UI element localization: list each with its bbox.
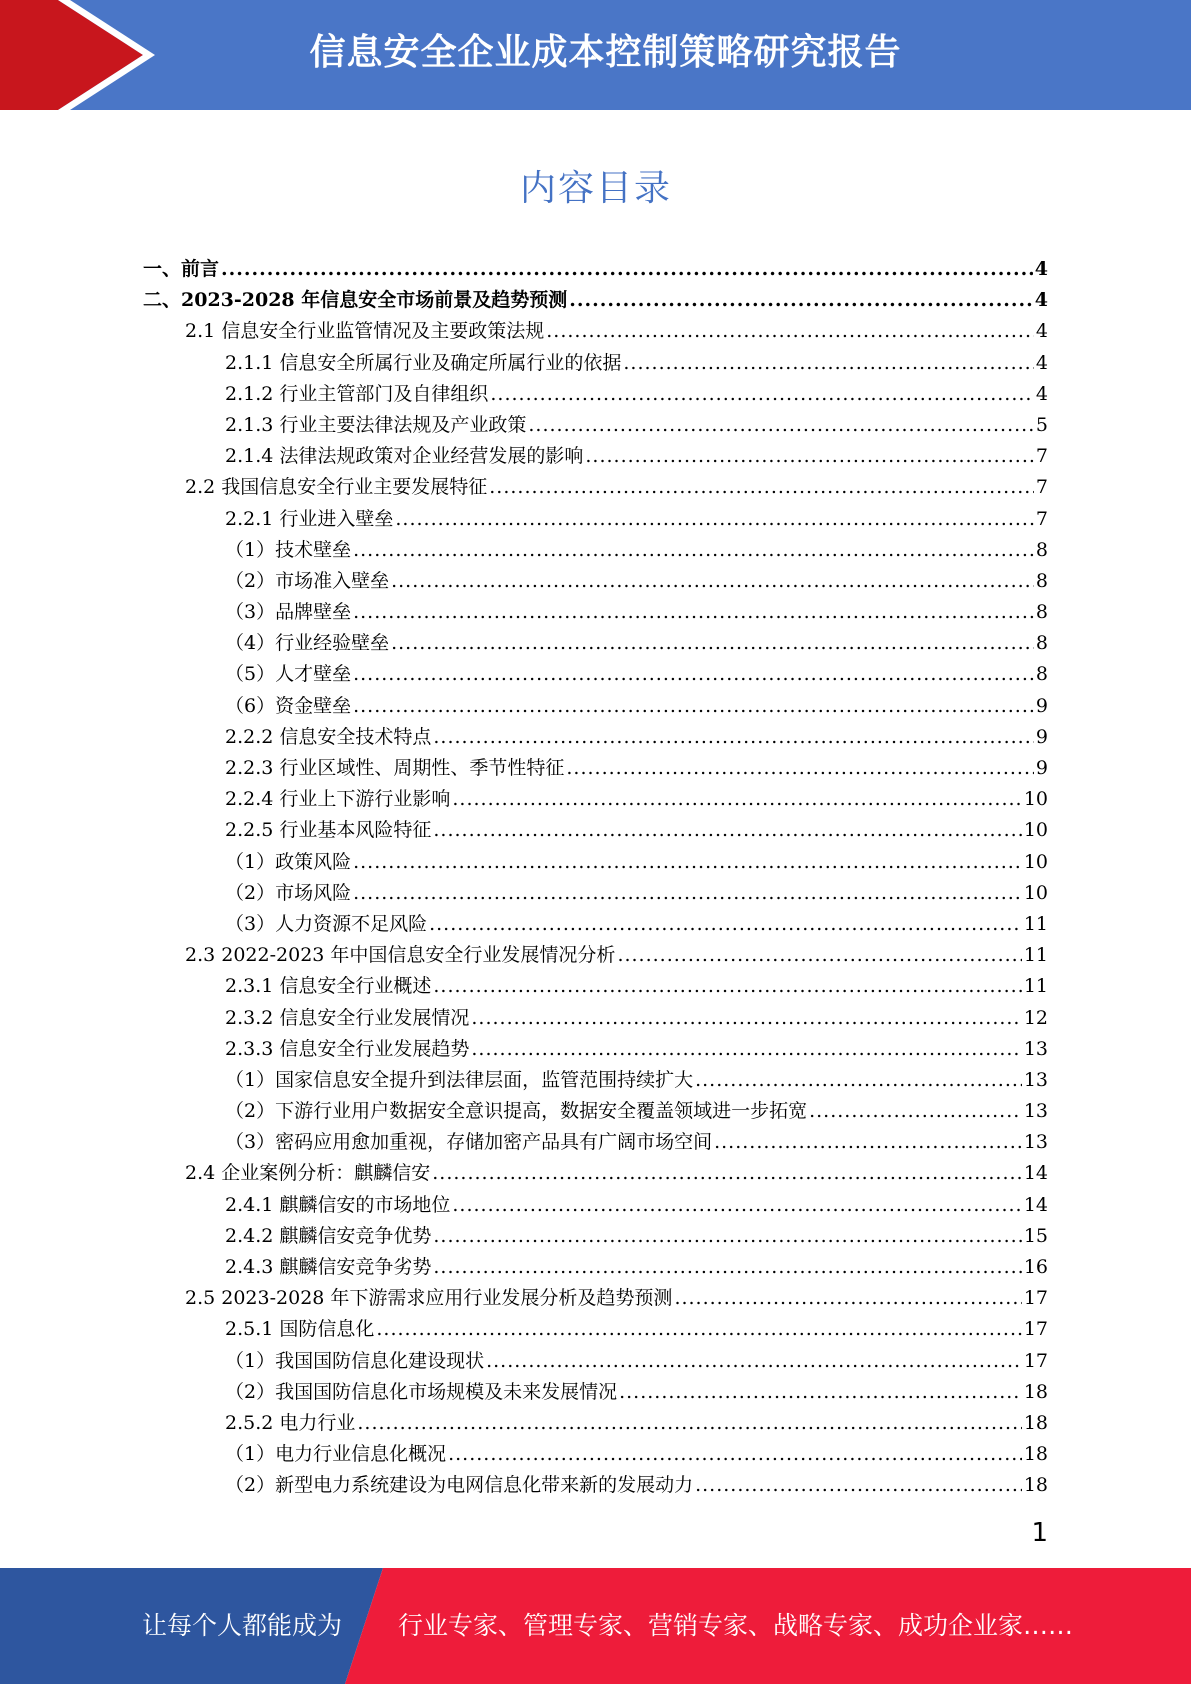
toc-dot-leader <box>391 566 1034 597</box>
toc-dot-leader <box>353 691 1034 722</box>
toc-entry-title: 2.5 2023-2028 年下游需求应用行业发展分析及趋势预测 <box>185 1287 673 1310</box>
toc-dot-leader <box>353 659 1034 690</box>
toc-entry-title: 2.2.5 行业基本风险特征 <box>225 819 432 842</box>
toc-entry-page: 4 <box>1035 382 1048 405</box>
toc-entry[interactable] <box>143 1439 1048 1470</box>
toc-dot-leader <box>695 1470 1022 1501</box>
toc-entry-page: 15 <box>1023 1224 1048 1247</box>
toc-entry[interactable] <box>143 254 1048 285</box>
toc-entry-title: （2）下游行业用户数据安全意识提高，数据安全覆盖领域进一步拓宽 <box>225 1100 808 1123</box>
toc-entry-page: 18 <box>1023 1411 1048 1434</box>
toc-entry-page: 8 <box>1035 538 1048 561</box>
toc-dot-leader <box>433 1221 1021 1252</box>
toc-entry-page: 4 <box>1034 289 1048 312</box>
toc-entry-title: 2.2.2 信息安全技术特点 <box>225 725 432 748</box>
toc-entry-page: 17 <box>1023 1287 1048 1310</box>
toc-entry-title: 一、前言 <box>143 258 220 280</box>
toc-entry[interactable] <box>143 379 1048 410</box>
footer-band <box>0 1568 1191 1684</box>
toc-dot-leader <box>489 472 1034 503</box>
toc-entry-title: 2.3 2022-2023 年中国信息安全行业发展情况分析 <box>185 944 616 967</box>
toc-entry-title: （1）电力行业信息化概况 <box>225 1443 447 1466</box>
toc-dot-leader <box>674 1283 1021 1314</box>
toc-entry[interactable] <box>143 1034 1048 1065</box>
toc-dot-leader <box>353 878 1022 909</box>
toc-entry[interactable] <box>143 940 1048 971</box>
toc-dot-leader <box>433 1252 1021 1283</box>
toc-dot-leader <box>528 410 1034 441</box>
toc-entry-page: 18 <box>1023 1443 1048 1466</box>
toc-dot-leader <box>471 1034 1021 1065</box>
toc-dot-leader <box>585 441 1034 472</box>
toc-dot-leader <box>452 1190 1021 1221</box>
toc-entry[interactable] <box>143 1003 1048 1034</box>
toc-entry-title: （2）市场风险 <box>225 881 352 904</box>
toc-entry-title: 2.2 我国信息安全行业主要发展特征 <box>185 476 488 499</box>
toc-entry-page: 10 <box>1023 850 1048 873</box>
toc-entry[interactable] <box>143 1470 1048 1501</box>
toc-entry-page: 11 <box>1023 912 1048 935</box>
toc-entry-title: 2.3.2 信息安全行业发展情况 <box>225 1006 470 1029</box>
toc-entry-title: 2.4.1 麒麟信安的市场地位 <box>225 1193 451 1216</box>
toc-entry-title: 2.1.2 行业主管部门及自律组织 <box>225 382 489 405</box>
toc-entry-page: 7 <box>1035 476 1048 499</box>
toc-entry-title: （2）新型电力系统建设为电网信息化带来新的发展动力 <box>225 1474 694 1497</box>
toc-entry-page: 16 <box>1023 1256 1048 1278</box>
toc-entry-title: （4）行业经验壁垒 <box>225 632 390 655</box>
toc-entry[interactable] <box>143 878 1048 909</box>
toc-entry-title: 2.5.2 电力行业 <box>225 1411 356 1434</box>
toc-dot-leader <box>714 1127 1022 1158</box>
toc-dot-leader <box>448 1439 1022 1470</box>
toc-heading: 内容目录 <box>519 168 672 209</box>
toc-entry-page: 10 <box>1023 788 1048 811</box>
toc-entry[interactable] <box>143 597 1048 628</box>
toc-entry[interactable] <box>143 504 1048 535</box>
toc-entry-page: 10 <box>1023 881 1048 904</box>
toc-entry-page: 9 <box>1035 725 1048 748</box>
toc-entry-page: 13 <box>1023 1131 1048 1154</box>
toc-dot-leader <box>546 316 1034 347</box>
toc-entry-page: 7 <box>1035 507 1048 530</box>
toc-entry-title: 2.4 企业案例分析：麒麟信安 <box>185 1162 431 1185</box>
toc-dot-leader <box>429 909 1022 940</box>
toc-entry[interactable] <box>143 1283 1048 1314</box>
toc-entry-page: 18 <box>1023 1474 1048 1497</box>
toc-entry-page: 17 <box>1023 1349 1048 1372</box>
toc-entry-title: 2.1 信息安全行业监管情况及主要政策法规 <box>185 320 545 343</box>
toc-entry[interactable] <box>143 348 1048 379</box>
toc-entry[interactable] <box>143 971 1048 1002</box>
toc-entry[interactable] <box>143 815 1048 846</box>
toc-entry-title: （6）资金壁垒 <box>225 694 352 717</box>
toc-entry[interactable] <box>143 659 1048 690</box>
toc-dot-leader <box>433 971 1021 1002</box>
toc-dot-leader <box>617 940 1021 971</box>
toc-entry[interactable] <box>143 441 1048 472</box>
toc-entry-title: 2.5.1 国防信息化 <box>225 1318 375 1341</box>
toc-entry-page: 4 <box>1035 351 1048 374</box>
toc-entry-title: 二、2023-2028 年信息安全市场前景及趋势预测 <box>143 289 568 312</box>
toc-dot-leader <box>471 1003 1021 1034</box>
header-band <box>0 0 1191 110</box>
toc-entry-title: （3）品牌壁垒 <box>225 601 352 624</box>
toc-entry-page: 11 <box>1023 944 1048 967</box>
toc-dot-leader <box>395 504 1034 535</box>
toc-dot-leader <box>433 815 1021 846</box>
toc-entry-page: 9 <box>1035 694 1048 717</box>
toc-entry[interactable] <box>143 1158 1048 1189</box>
toc-entry-title: 2.2.1 行业进入壁垒 <box>225 507 394 530</box>
toc-entry[interactable] <box>143 1096 1048 1127</box>
toc-entry-page: 14 <box>1023 1162 1048 1185</box>
toc-dot-leader <box>376 1314 1021 1345</box>
toc-entry[interactable] <box>143 410 1048 441</box>
toc-dot-leader <box>357 1408 1021 1439</box>
toc-dot-leader <box>490 379 1034 410</box>
toc-entry[interactable] <box>143 1252 1048 1283</box>
toc-entry-title: 2.1.1 信息安全所属行业及确定所属行业的依据 <box>225 351 622 374</box>
toc-entry-page: 13 <box>1023 1037 1048 1060</box>
toc-entry[interactable] <box>143 1314 1048 1345</box>
toc-dot-leader <box>353 847 1022 878</box>
toc-entry[interactable] <box>143 566 1048 597</box>
toc-entry[interactable] <box>143 628 1048 659</box>
toc-entry-page: 8 <box>1035 632 1048 655</box>
toc-entry-title: 2.3.3 信息安全行业发展趋势 <box>225 1037 470 1060</box>
toc-entry[interactable] <box>143 909 1048 940</box>
toc-entry-title: （1）政策风险 <box>225 850 352 873</box>
toc-entry-page: 17 <box>1023 1318 1048 1341</box>
toc-entry[interactable] <box>143 1127 1048 1158</box>
toc-entry[interactable] <box>143 285 1048 316</box>
toc-dot-leader <box>619 1377 1022 1408</box>
toc-entry-title: 2.2.4 行业上下游行业影响 <box>225 788 451 811</box>
toc-entry-page: 10 <box>1023 819 1048 842</box>
toc-dot-leader <box>353 535 1034 566</box>
toc-dot-leader <box>353 597 1034 628</box>
toc-entry-page: 8 <box>1035 569 1048 592</box>
toc-entry-title: （5）人才壁垒 <box>225 663 352 686</box>
toc-entry-page: 4 <box>1034 258 1048 280</box>
toc-dot-leader <box>695 1065 1022 1096</box>
toc-entry-title: （3）密码应用愈加重视，存储加密产品具有广阔市场空间 <box>225 1131 713 1154</box>
toc-entry[interactable] <box>143 535 1048 566</box>
toc-entry[interactable] <box>143 472 1048 503</box>
table-of-contents <box>143 254 1048 1502</box>
toc-entry-page: 13 <box>1023 1068 1048 1091</box>
toc-entry[interactable] <box>143 722 1048 753</box>
toc-dot-leader <box>391 628 1034 659</box>
toc-dot-leader <box>623 348 1034 379</box>
toc-entry-title: 2.1.4 法律法规政策对企业经营发展的影响 <box>225 445 584 468</box>
report-title: 信息安全企业成本控制策略研究报告 <box>309 32 902 73</box>
toc-entry-title: 2.3.1 信息安全行业概述 <box>225 975 432 998</box>
toc-dot-leader <box>432 1158 1022 1189</box>
page-number: 1 <box>1031 1518 1048 1548</box>
toc-entry-title: （1）我国国防信息化建设现状 <box>225 1349 485 1372</box>
toc-entry[interactable] <box>143 1065 1048 1096</box>
toc-entry-title: 2.2.3 行业区域性、周期性、季节性特征 <box>225 757 565 779</box>
toc-entry-page: 12 <box>1023 1006 1048 1029</box>
toc-entry[interactable] <box>143 847 1048 878</box>
toc-entry-title: （2）我国国防信息化市场规模及未来发展情况 <box>225 1380 618 1403</box>
toc-entry[interactable] <box>143 316 1048 347</box>
toc-entry-title: （3）人力资源不足风险 <box>225 912 428 935</box>
toc-entry-title: （1）国家信息安全提升到法律层面，监管范围持续扩大 <box>225 1068 694 1091</box>
toc-entry[interactable] <box>143 1408 1048 1439</box>
toc-dot-leader <box>569 285 1033 316</box>
toc-entry[interactable] <box>143 753 1048 784</box>
footer-slogan-right: 行业专家、管理专家、营销专家、战略专家、成功企业家…… <box>398 1611 1074 1640</box>
toc-entry-title: （2）市场准入壁垒 <box>225 569 390 592</box>
toc-entry-page: 4 <box>1035 320 1048 343</box>
toc-dot-leader <box>809 1096 1022 1127</box>
toc-entry-page: 7 <box>1035 445 1048 468</box>
toc-entry-page: 11 <box>1023 975 1048 998</box>
toc-entry[interactable] <box>143 1346 1048 1377</box>
toc-entry-title: 2.4.3 麒麟信安竞争劣势 <box>225 1256 432 1278</box>
toc-dot-leader <box>566 753 1034 784</box>
toc-entry-page: 9 <box>1035 757 1048 779</box>
toc-entry[interactable] <box>143 1221 1048 1252</box>
toc-entry-page: 8 <box>1035 663 1048 686</box>
toc-entry-page: 18 <box>1023 1380 1048 1403</box>
toc-dot-leader <box>486 1346 1022 1377</box>
toc-entry-page: 13 <box>1023 1100 1048 1123</box>
toc-entry-title: 2.4.2 麒麟信安竞争优势 <box>225 1224 432 1247</box>
toc-entry-page: 5 <box>1035 413 1048 436</box>
toc-entry-page: 8 <box>1035 601 1048 624</box>
toc-entry-title: 2.1.3 行业主要法律法规及产业政策 <box>225 413 527 436</box>
toc-entry-title: （1）技术壁垒 <box>225 538 352 561</box>
toc-dot-leader <box>452 784 1021 815</box>
toc-entry[interactable] <box>143 1377 1048 1408</box>
toc-entry-page: 14 <box>1023 1193 1048 1216</box>
toc-entry[interactable] <box>143 691 1048 722</box>
toc-dot-leader <box>221 254 1033 285</box>
toc-dot-leader <box>433 722 1034 753</box>
toc-entry[interactable] <box>143 1190 1048 1221</box>
footer-slogan-left: 让每个人都能成为 <box>142 1611 343 1640</box>
toc-entry[interactable] <box>143 784 1048 815</box>
